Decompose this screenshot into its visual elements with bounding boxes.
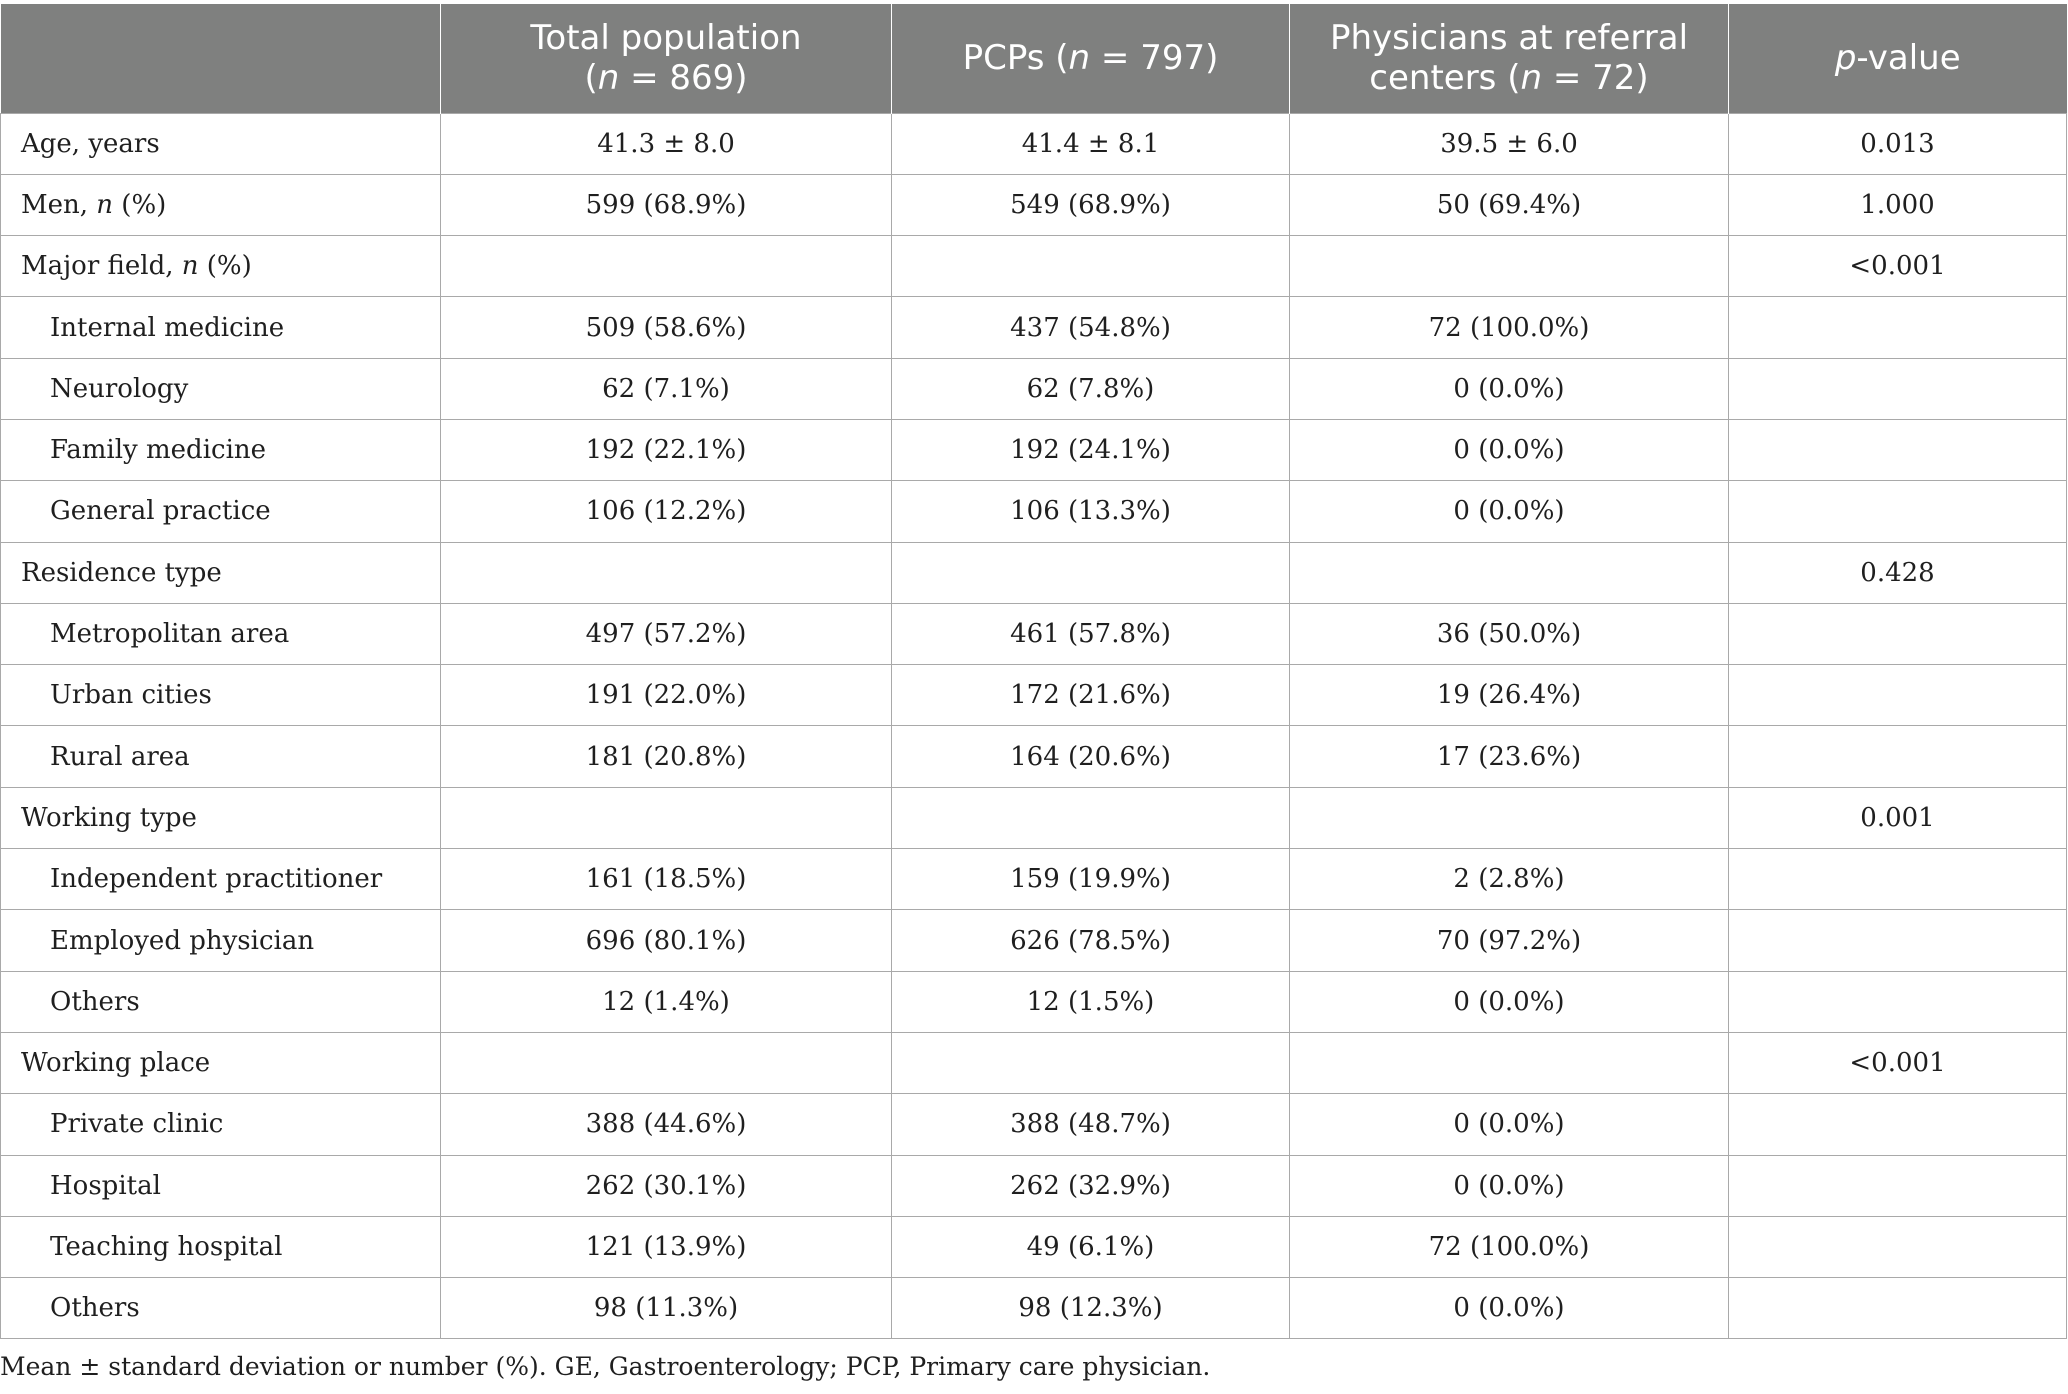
table-row bbox=[1, 726, 2067, 787]
cell-pcps: 164 (20.6%) bbox=[892, 726, 1290, 787]
demographics-table bbox=[0, 4, 2067, 1339]
cell-pcps bbox=[892, 787, 1290, 848]
row-label: Employed physician bbox=[1, 910, 441, 971]
cell-p-value bbox=[1729, 419, 2067, 480]
row-label: Working type bbox=[1, 787, 441, 848]
cell-pcps: 106 (13.3%) bbox=[892, 481, 1290, 542]
cell-pcps bbox=[892, 236, 1290, 297]
cell-pcps: 41.4 ± 8.1 bbox=[892, 113, 1290, 174]
row-label: Teaching hospital bbox=[1, 1216, 441, 1277]
cell-p-value bbox=[1729, 603, 2067, 664]
table-container bbox=[0, 4, 2066, 1339]
table-row bbox=[1, 910, 2067, 971]
cell-total: 12 (1.4%) bbox=[441, 971, 892, 1032]
table-row bbox=[1, 971, 2067, 1032]
cell-referral bbox=[1290, 542, 1729, 603]
table-row bbox=[1, 603, 2067, 664]
cell-pcps: 192 (24.1%) bbox=[892, 419, 1290, 480]
cell-p-value: 0.001 bbox=[1729, 787, 2067, 848]
cell-referral: 17 (23.6%) bbox=[1290, 726, 1729, 787]
cell-p-value bbox=[1729, 358, 2067, 419]
cell-p-value bbox=[1729, 1278, 2067, 1339]
row-label: Urban cities bbox=[1, 665, 441, 726]
cell-total: 121 (13.9%) bbox=[441, 1216, 892, 1277]
cell-total: 181 (20.8%) bbox=[441, 726, 892, 787]
cell-total: 106 (12.2%) bbox=[441, 481, 892, 542]
table-row bbox=[1, 787, 2067, 848]
cell-referral: 0 (0.0%) bbox=[1290, 358, 1729, 419]
cell-referral: 39.5 ± 6.0 bbox=[1290, 113, 1729, 174]
cell-total: 41.3 ± 8.0 bbox=[441, 113, 892, 174]
cell-pcps: 437 (54.8%) bbox=[892, 297, 1290, 358]
cell-referral: 0 (0.0%) bbox=[1290, 481, 1729, 542]
cell-p-value: 0.428 bbox=[1729, 542, 2067, 603]
cell-referral bbox=[1290, 787, 1729, 848]
cell-p-value bbox=[1729, 726, 2067, 787]
table-row bbox=[1, 419, 2067, 480]
cell-total: 497 (57.2%) bbox=[441, 603, 892, 664]
cell-pcps: 626 (78.5%) bbox=[892, 910, 1290, 971]
table-row bbox=[1, 113, 2067, 174]
header-pcps: PCPs (n = 797) bbox=[892, 4, 1290, 113]
cell-referral: 19 (26.4%) bbox=[1290, 665, 1729, 726]
cell-pcps: 159 (19.9%) bbox=[892, 849, 1290, 910]
cell-referral: 72 (100.0%) bbox=[1290, 297, 1729, 358]
cell-p-value: <0.001 bbox=[1729, 236, 2067, 297]
cell-pcps bbox=[892, 1032, 1290, 1093]
cell-pcps: 98 (12.3%) bbox=[892, 1278, 1290, 1339]
cell-p-value bbox=[1729, 971, 2067, 1032]
cell-referral: 0 (0.0%) bbox=[1290, 419, 1729, 480]
row-label: Metropolitan area bbox=[1, 603, 441, 664]
cell-referral: 0 (0.0%) bbox=[1290, 1278, 1729, 1339]
cell-pcps: 262 (32.9%) bbox=[892, 1155, 1290, 1216]
table-row bbox=[1, 1278, 2067, 1339]
cell-total: 62 (7.1%) bbox=[441, 358, 892, 419]
table-row bbox=[1, 481, 2067, 542]
cell-pcps: 172 (21.6%) bbox=[892, 665, 1290, 726]
row-label: Working place bbox=[1, 1032, 441, 1093]
cell-pcps: 62 (7.8%) bbox=[892, 358, 1290, 419]
cell-p-value bbox=[1729, 1216, 2067, 1277]
cell-pcps: 388 (48.7%) bbox=[892, 1094, 1290, 1155]
header-p-value: p-value bbox=[1729, 4, 2067, 113]
cell-referral bbox=[1290, 236, 1729, 297]
table-row bbox=[1, 297, 2067, 358]
table-row bbox=[1, 236, 2067, 297]
table-row bbox=[1, 174, 2067, 235]
cell-referral: 36 (50.0%) bbox=[1290, 603, 1729, 664]
row-label: General practice bbox=[1, 481, 441, 542]
cell-total bbox=[441, 236, 892, 297]
cell-referral: 0 (0.0%) bbox=[1290, 1094, 1729, 1155]
header-total-population: Total population (n = 869) bbox=[441, 4, 892, 113]
cell-total: 599 (68.9%) bbox=[441, 174, 892, 235]
cell-pcps: 549 (68.9%) bbox=[892, 174, 1290, 235]
cell-p-value: 0.013 bbox=[1729, 113, 2067, 174]
row-label: Private clinic bbox=[1, 1094, 441, 1155]
cell-referral: 72 (100.0%) bbox=[1290, 1216, 1729, 1277]
cell-referral: 70 (97.2%) bbox=[1290, 910, 1729, 971]
table-row bbox=[1, 1216, 2067, 1277]
table-footnote: Mean ± standard deviation or number (%). GE, Gastroenterology; PCP, Primary care physician. bbox=[0, 1352, 1211, 1381]
row-label: Rural area bbox=[1, 726, 441, 787]
cell-referral: 0 (0.0%) bbox=[1290, 971, 1729, 1032]
row-label: Internal medicine bbox=[1, 297, 441, 358]
header-referral-centers: Physicians at referral centers (n = 72) bbox=[1290, 4, 1729, 113]
table-row bbox=[1, 665, 2067, 726]
row-label: Family medicine bbox=[1, 419, 441, 480]
cell-referral: 2 (2.8%) bbox=[1290, 849, 1729, 910]
cell-total bbox=[441, 542, 892, 603]
cell-pcps bbox=[892, 542, 1290, 603]
cell-p-value bbox=[1729, 1094, 2067, 1155]
table-row bbox=[1, 542, 2067, 603]
cell-p-value: <0.001 bbox=[1729, 1032, 2067, 1093]
cell-p-value bbox=[1729, 665, 2067, 726]
cell-p-value bbox=[1729, 910, 2067, 971]
row-label: Independent practitioner bbox=[1, 849, 441, 910]
cell-referral: 0 (0.0%) bbox=[1290, 1155, 1729, 1216]
cell-referral bbox=[1290, 1032, 1729, 1093]
cell-total bbox=[441, 1032, 892, 1093]
table-row bbox=[1, 1155, 2067, 1216]
cell-pcps: 49 (6.1%) bbox=[892, 1216, 1290, 1277]
row-label: Major field, n (%) bbox=[1, 236, 441, 297]
header-blank bbox=[1, 4, 441, 113]
cell-total: 98 (11.3%) bbox=[441, 1278, 892, 1339]
row-label: Residence type bbox=[1, 542, 441, 603]
cell-referral: 50 (69.4%) bbox=[1290, 174, 1729, 235]
cell-total: 696 (80.1%) bbox=[441, 910, 892, 971]
cell-p-value bbox=[1729, 849, 2067, 910]
cell-total: 388 (44.6%) bbox=[441, 1094, 892, 1155]
row-label: Others bbox=[1, 971, 441, 1032]
row-label: Neurology bbox=[1, 358, 441, 419]
row-label: Men, n (%) bbox=[1, 174, 441, 235]
cell-pcps: 12 (1.5%) bbox=[892, 971, 1290, 1032]
cell-total: 191 (22.0%) bbox=[441, 665, 892, 726]
cell-total: 509 (58.6%) bbox=[441, 297, 892, 358]
cell-p-value bbox=[1729, 1155, 2067, 1216]
cell-p-value: 1.000 bbox=[1729, 174, 2067, 235]
cell-pcps: 461 (57.8%) bbox=[892, 603, 1290, 664]
cell-total bbox=[441, 787, 892, 848]
row-label: Hospital bbox=[1, 1155, 441, 1216]
cell-total: 192 (22.1%) bbox=[441, 419, 892, 480]
cell-total: 161 (18.5%) bbox=[441, 849, 892, 910]
cell-p-value bbox=[1729, 481, 2067, 542]
table-row bbox=[1, 849, 2067, 910]
table-row bbox=[1, 358, 2067, 419]
cell-total: 262 (30.1%) bbox=[441, 1155, 892, 1216]
header-row bbox=[1, 4, 2067, 113]
cell-p-value bbox=[1729, 297, 2067, 358]
row-label: Age, years bbox=[1, 113, 441, 174]
table-row bbox=[1, 1094, 2067, 1155]
table-row bbox=[1, 1032, 2067, 1093]
row-label: Others bbox=[1, 1278, 441, 1339]
